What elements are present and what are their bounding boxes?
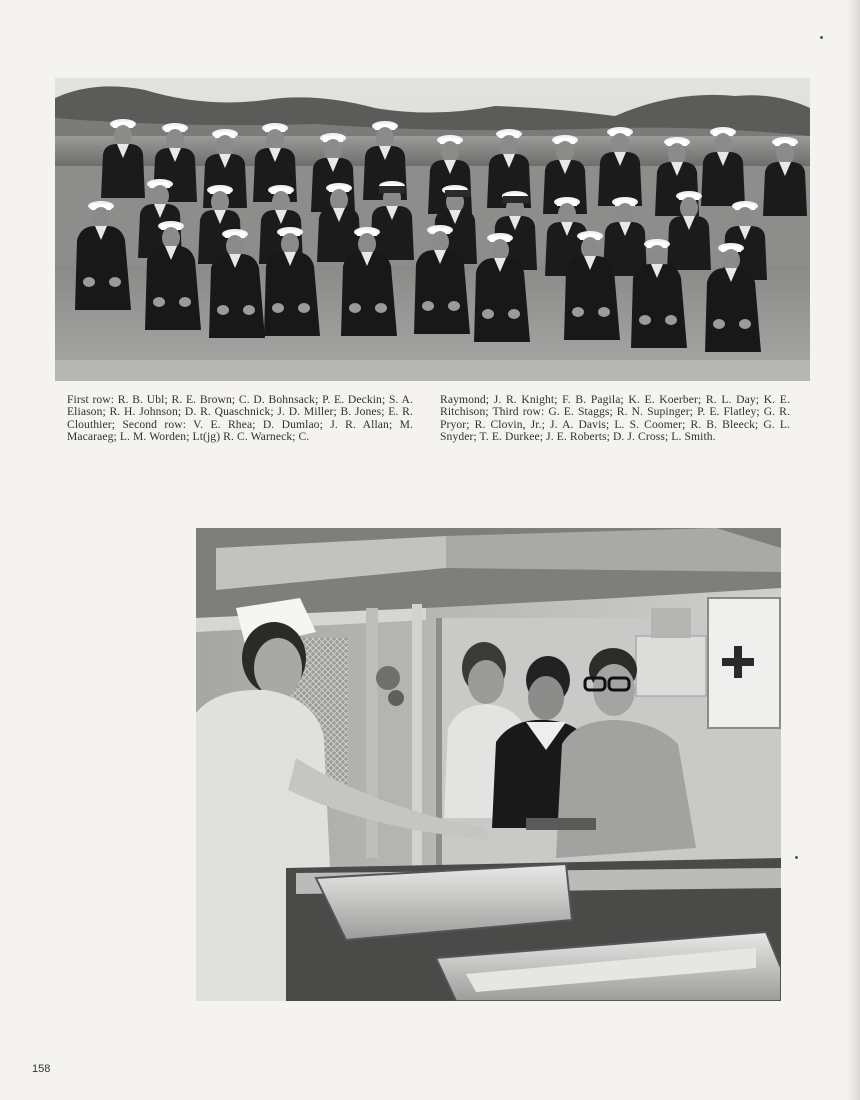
paper-speck xyxy=(820,36,823,39)
caption-right-column: Raymond; J. R. Knight; F. B. Pagila; K. E. Koerber; R. L. Day; K. E. Ritchison; Third row: G. E. Staggs; R. N. Supinger; P. E. Flatley; G. R. Pryor; R. Clovin, Jr.; J. A. Davis; L. S. Coomer; R. B. Bleeck; G. L. Snyder; T. E. Durkee; J. E. Roberts; D. J. Cross; L. Smith. xyxy=(440,393,790,444)
paper-speck xyxy=(795,856,798,859)
galley-serving-photo xyxy=(196,528,781,1001)
caption-left-column: First row: R. B. Ubl; R. E. Brown; C. D. Bohnsack; P. E. Deckin; S. A. Eliason; R. H. Johnson; D. R. Quaschnick; J. D. Miller; B. Jones; E. R. Clouthier; Second row: V. E. Rhea; D. Dumlao; J. R. Allan; M. Macaraeg; L. M. Worden; Lt(jg) R. C. Warneck; C. xyxy=(67,393,413,444)
page-edge-shadow xyxy=(846,0,860,1100)
page-number: 158 xyxy=(32,1063,51,1075)
crew-group-photo xyxy=(55,78,810,381)
